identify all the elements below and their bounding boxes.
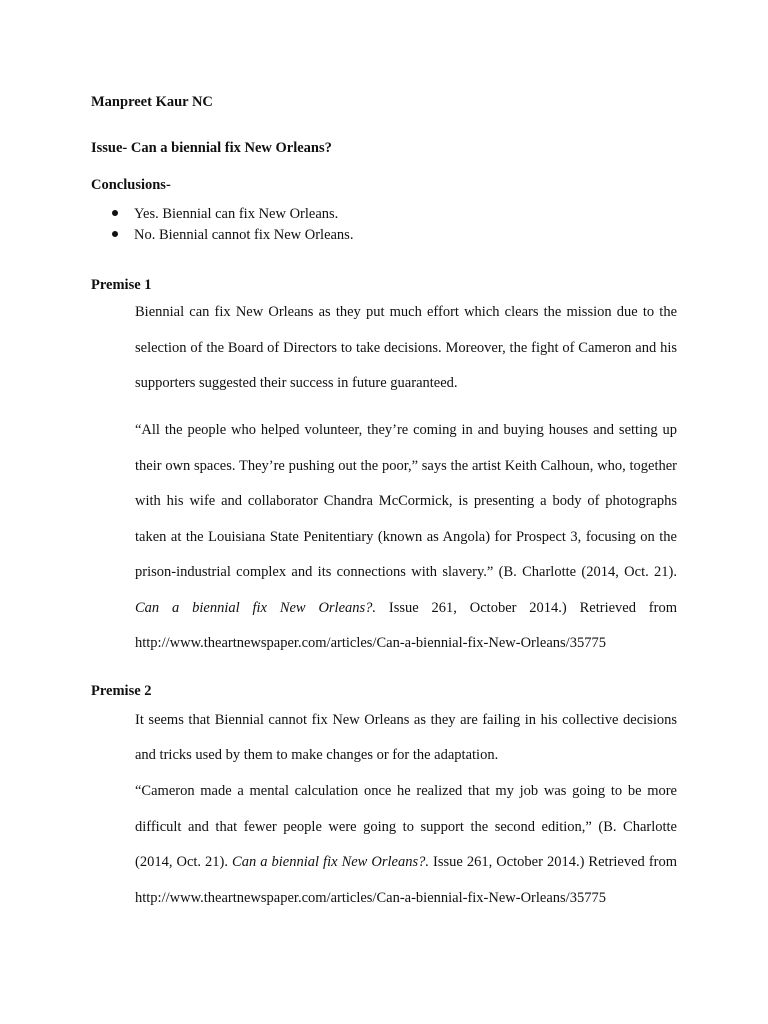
premise-2-paragraph: It seems that Biennial cannot fix New Orleans as they are failing in his collective decisions and tricks used by them to make changes or for the adaptation.	[135, 712, 677, 763]
conclusion-item	[112, 226, 353, 244]
conclusions-heading: Conclusions-	[91, 177, 171, 193]
source-title: Can a biennial fix New Orleans?.	[232, 854, 429, 870]
conclusion-text: No. Biennial cannot fix New Orleans.	[134, 227, 354, 243]
source-title: Can a biennial fix New Orleans?.	[135, 599, 377, 616]
bullet-icon	[112, 210, 118, 216]
premise-2-quote	[135, 774, 677, 916]
quote-text: “All the people who helped volunteer, they’re coming in and buying houses and setting up their own spaces. They’re pushing out the poor,” says the artist Keith Calhoun, who, together with his wife and collaborator Chandra McCormick, is presenting a body of photographs taken at the Louisiana State Penitentiary (known as Angola) for Prospect 3, focusing on the prison-industrial complex and its connections with slavery.” (B. Charlotte (2014, Oct. 21).	[135, 422, 677, 580]
premise-1-paragraph: Biennial can fix New Orleans as they put much effort which clears the mission due to the selection of the Board of Directors to take decisions. Moreover, the fight of Cameron and his supporters suggested their success in future guaranteed.	[135, 304, 677, 391]
quote-citation: Issue 261, October 2014.) Retrieved from http://www.theartnewspaper.com/articles/Can-a-biennial-fix-New-Orleans/35775	[135, 599, 677, 651]
bullet-icon	[112, 231, 118, 237]
author-name: Manpreet Kaur NC	[91, 94, 213, 110]
issue-heading: Issue- Can a biennial fix New Orleans?	[91, 140, 332, 156]
premise-1-quote	[135, 413, 677, 662]
quote-text: “Cameron made a mental calculation once he realized that my job was going to be more difficult and that fewer people were going to support the second edition,” (B. Charlotte (2014, Oct. 21).	[135, 783, 677, 870]
premise-2-heading: Premise 2	[91, 683, 152, 699]
conclusion-text: Yes. Biennial can fix New Orleans.	[134, 206, 339, 222]
premise-1-heading: Premise 1	[91, 277, 152, 293]
quote-citation: Issue 261, October 2014.) Retrieved from http://www.theartnewspaper.com/articles/Can-a-biennial-fix-New-Orleans/35775	[135, 854, 678, 906]
conclusion-item	[112, 205, 338, 223]
